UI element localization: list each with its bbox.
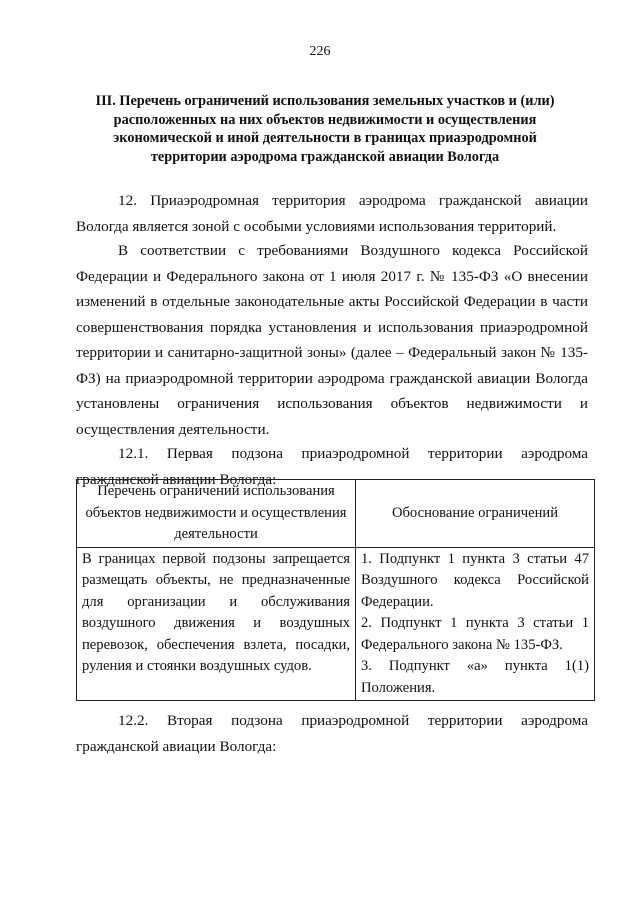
- page-number: 226: [309, 44, 331, 59]
- basis-cell: [356, 547, 595, 701]
- paragraph-12-2: 12.2. Вторая подзона приаэродромной территории аэродрома гражданской авиации Вологда:: [76, 712, 588, 755]
- table-header-row: [77, 480, 595, 548]
- restrictions-table: [76, 479, 595, 701]
- header-basis: Обоснование ограничений: [356, 480, 595, 548]
- restriction-cell: В границах первой подзоны запрещается размещать объекты, не предназначенные для организации и обслуживания воздушного движения и воздушных перевозок, обеспечения взлета, посадки, руления и стоянки воздушных судов.: [77, 547, 356, 701]
- header-restrictions: Перечень ограничений использования объектов недвижимости и осуществления деятельности: [77, 480, 356, 548]
- paragraph-12: 12. Приаэродромная территория аэродрома гражданской авиации Вологда является зоной с особыми условиями использования территорий.: [76, 192, 588, 235]
- basis-item: 3. Подпункт «а» пункта 1(1) Положения.: [361, 658, 589, 696]
- paragraph-compliance: В соответствии с требованиями Воздушного кодекса Российской Федерации и Федерального закона от 1 июля 2017 г. № 135-ФЗ «О внесении изменений в отдельные законодательные акты Российской Федерации в части совершенствования порядка установления и использования приаэродромной территории и санитарно-защитной зоны» (далее – Федеральный закон № 135-ФЗ) на приаэродромной территории аэродрома гражданской авиации Вологда установлены ограничения использования объектов недвижимости и осуществления деятельности.: [76, 242, 588, 438]
- section-heading: III. Перечень ограничений использования земельных участков и (или) расположенных на них объектов недвижимости и осуществления экономической и иной деятельности в границах приаэродромной территории аэродрома гражданской авиации Вологда: [95, 93, 555, 165]
- paragraph-12-1: 12.1. Первая подзона приаэродромной территории аэродрома гражданской авиации Вологда:: [76, 445, 588, 488]
- basis-item: 1. Подпункт 1 пункта 3 статьи 47 Воздушного кодекса Российской Федерации.: [361, 550, 589, 610]
- basis-item: 2. Подпункт 1 пункта 3 статьи 1 Федерального закона № 135-ФЗ.: [361, 615, 589, 653]
- table-row: [77, 547, 595, 701]
